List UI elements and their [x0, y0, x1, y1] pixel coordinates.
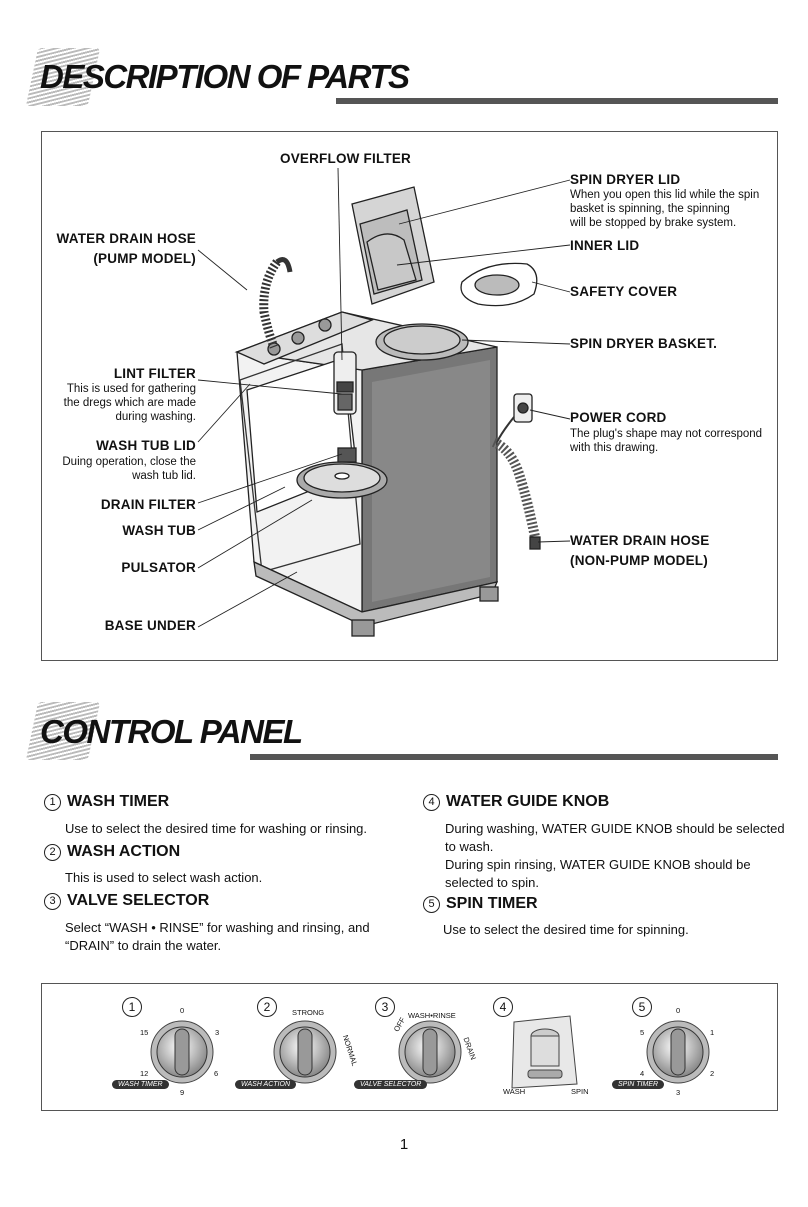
label-spin-dryer-basket: SPIN DRYER BASKET. — [570, 336, 718, 351]
control-desc-water-guide-knob — [445, 820, 785, 892]
control-desc-wash-timer — [65, 820, 367, 838]
desc-wash-tub-lid-line: wash tub lid. — [132, 470, 196, 482]
label-inner-lid: INNER LID — [570, 238, 640, 253]
desc-lint-filter-line: This is used for gathering — [66, 383, 196, 395]
control-desc-line: During washing, WATER GUIDE KNOB should be selected — [445, 821, 785, 836]
dial-mark: 6 — [214, 1069, 219, 1078]
dial-mark: STRONG — [292, 1008, 325, 1017]
desc-spin-dryer-lid-line: When you open this lid while the spin — [570, 189, 760, 201]
section-rule — [336, 98, 778, 104]
control-panel-knobs — [42, 984, 777, 1110]
panel-number-4: 4 — [493, 997, 513, 1017]
knob-wash-timer[interactable] — [151, 1021, 213, 1083]
dial-mark: 5 — [640, 1028, 645, 1037]
label-water-drain-hose-nonpump-line1: WATER DRAIN HOSE — [570, 533, 710, 548]
desc-power-cord-line: The plug's shape may not correspond — [570, 428, 763, 440]
desc-power-cord-line: with this drawing. — [570, 442, 659, 454]
panel-number-1: 1 — [122, 997, 142, 1017]
label-wash-tub-lid: WASH TUB LID — [96, 438, 196, 453]
control-desc-line: Use to select the desired time for washing or rinsing. — [65, 821, 368, 836]
dial-mark: 3 — [676, 1088, 681, 1097]
desc-spin-dryer-lid-line: basket is spinning, the spinning — [570, 203, 730, 215]
dial-mark: 0 — [180, 1006, 185, 1015]
control-desc-valve-selector — [65, 919, 370, 955]
number-circle: 2 — [44, 844, 61, 861]
panel-number-5: 5 — [632, 997, 652, 1017]
plate-valve-selector: VALVE SELECTOR — [354, 1080, 427, 1089]
label-safety-cover: SAFETY COVER — [570, 284, 678, 299]
desc-lint-filter — [64, 382, 196, 424]
label-water-drain-hose-pump-line2: (PUMP MODEL) — [93, 251, 196, 266]
control-desc-line: to wash. — [445, 839, 494, 854]
panel-number-3: 3 — [375, 997, 395, 1017]
control-title: WASH TIMER — [67, 793, 170, 810]
panel-number-2: 2 — [257, 997, 277, 1017]
label-water-drain-hose-nonpump-line2: (NON-PUMP MODEL) — [570, 553, 708, 568]
dial-mark: DRAIN — [461, 1035, 478, 1062]
page-number: 1 — [399, 1136, 409, 1153]
control-desc-line: selected to spin. — [445, 875, 539, 890]
dial-mark: 9 — [180, 1088, 185, 1097]
label-lint-filter: LINT FILTER — [113, 366, 196, 381]
dial-mark: 15 — [140, 1028, 149, 1037]
dial-mark: 4 — [640, 1069, 645, 1078]
dial-mark: WASH — [503, 1087, 526, 1096]
control-title: WASH ACTION — [67, 843, 181, 860]
number-circle: 5 — [423, 896, 440, 913]
control-heading-spin-timer — [423, 895, 538, 913]
number-circle: 4 — [423, 794, 440, 811]
label-overflow-filter: OVERFLOW FILTER — [280, 151, 411, 166]
control-panel-illustration — [41, 983, 778, 1111]
label-drain-filter: DRAIN FILTER — [100, 497, 196, 512]
desc-wash-tub-lid-line: Duing operation, close the — [62, 456, 196, 468]
label-base-under: BASE UNDER — [104, 618, 196, 633]
plate-wash-action: WASH ACTION — [235, 1080, 296, 1089]
dial-mark: 12 — [140, 1069, 149, 1078]
dial-mark: 2 — [710, 1069, 715, 1078]
control-desc-line: This is used to select wash action. — [65, 870, 263, 885]
desc-lint-filter-line: during washing. — [115, 411, 196, 423]
control-desc-line: During spin rinsing, WATER GUIDE KNOB should be — [445, 857, 751, 872]
dial-mark: WASH•RINSE — [408, 1011, 456, 1020]
knob-water-guide[interactable] — [512, 1016, 577, 1088]
label-pulsator: PULSATOR — [121, 560, 196, 575]
label-water-drain-hose-pump — [57, 229, 196, 269]
dial-mark: 1 — [710, 1028, 715, 1037]
dial-mark: OFF — [391, 1015, 408, 1034]
control-desc-line: Use to select the desired time for spinning. — [443, 922, 689, 937]
number-circle: 1 — [44, 794, 61, 811]
dial-mark: SPIN — [571, 1087, 589, 1096]
section-rule — [250, 754, 778, 760]
parts-diagram-box — [41, 131, 778, 661]
control-heading-wash-action — [44, 843, 180, 861]
control-desc-line: “DRAIN” to drain the water. — [65, 938, 222, 953]
desc-power-cord — [570, 427, 762, 455]
control-heading-wash-timer — [44, 793, 169, 811]
label-water-drain-hose-nonpump — [570, 531, 709, 571]
desc-wash-tub-lid — [62, 455, 196, 483]
desc-spin-dryer-lid — [570, 188, 759, 230]
control-desc-spin-timer — [443, 921, 689, 939]
control-heading-valve-selector — [44, 892, 209, 910]
control-title: SPIN TIMER — [446, 895, 538, 912]
control-title: VALVE SELECTOR — [67, 892, 210, 909]
section-title-control-panel: CONTROL PANEL — [40, 713, 302, 750]
desc-lint-filter-line: the dregs which are made — [63, 397, 196, 409]
dial-mark: NORMAL — [340, 1033, 360, 1068]
control-desc-line: Select “WASH • RINSE” for washing and rinsing, and — [65, 920, 370, 935]
plate-spin-timer: SPIN TIMER — [612, 1080, 664, 1089]
plate-wash-timer: WASH TIMER — [112, 1080, 169, 1089]
control-desc-wash-action — [65, 869, 262, 887]
label-power-cord: POWER CORD — [570, 410, 667, 425]
knob-valve-selector[interactable] — [399, 1021, 461, 1083]
control-title: WATER GUIDE KNOB — [446, 793, 610, 810]
desc-spin-dryer-lid-line: will be stopped by brake system. — [570, 217, 737, 229]
label-spin-dryer-lid: SPIN DRYER LID — [570, 172, 681, 187]
knob-wash-action[interactable] — [274, 1021, 336, 1083]
label-water-drain-hose-pump-line1: WATER DRAIN HOSE — [56, 231, 196, 246]
control-heading-water-guide-knob — [423, 793, 609, 811]
number-circle: 3 — [44, 893, 61, 910]
knob-spin-timer[interactable] — [647, 1021, 709, 1083]
dial-mark: 3 — [215, 1028, 220, 1037]
label-wash-tub: WASH TUB — [122, 523, 196, 538]
section-title-description: DESCRIPTION OF PARTS — [40, 58, 409, 95]
dial-mark: 0 — [676, 1006, 681, 1015]
